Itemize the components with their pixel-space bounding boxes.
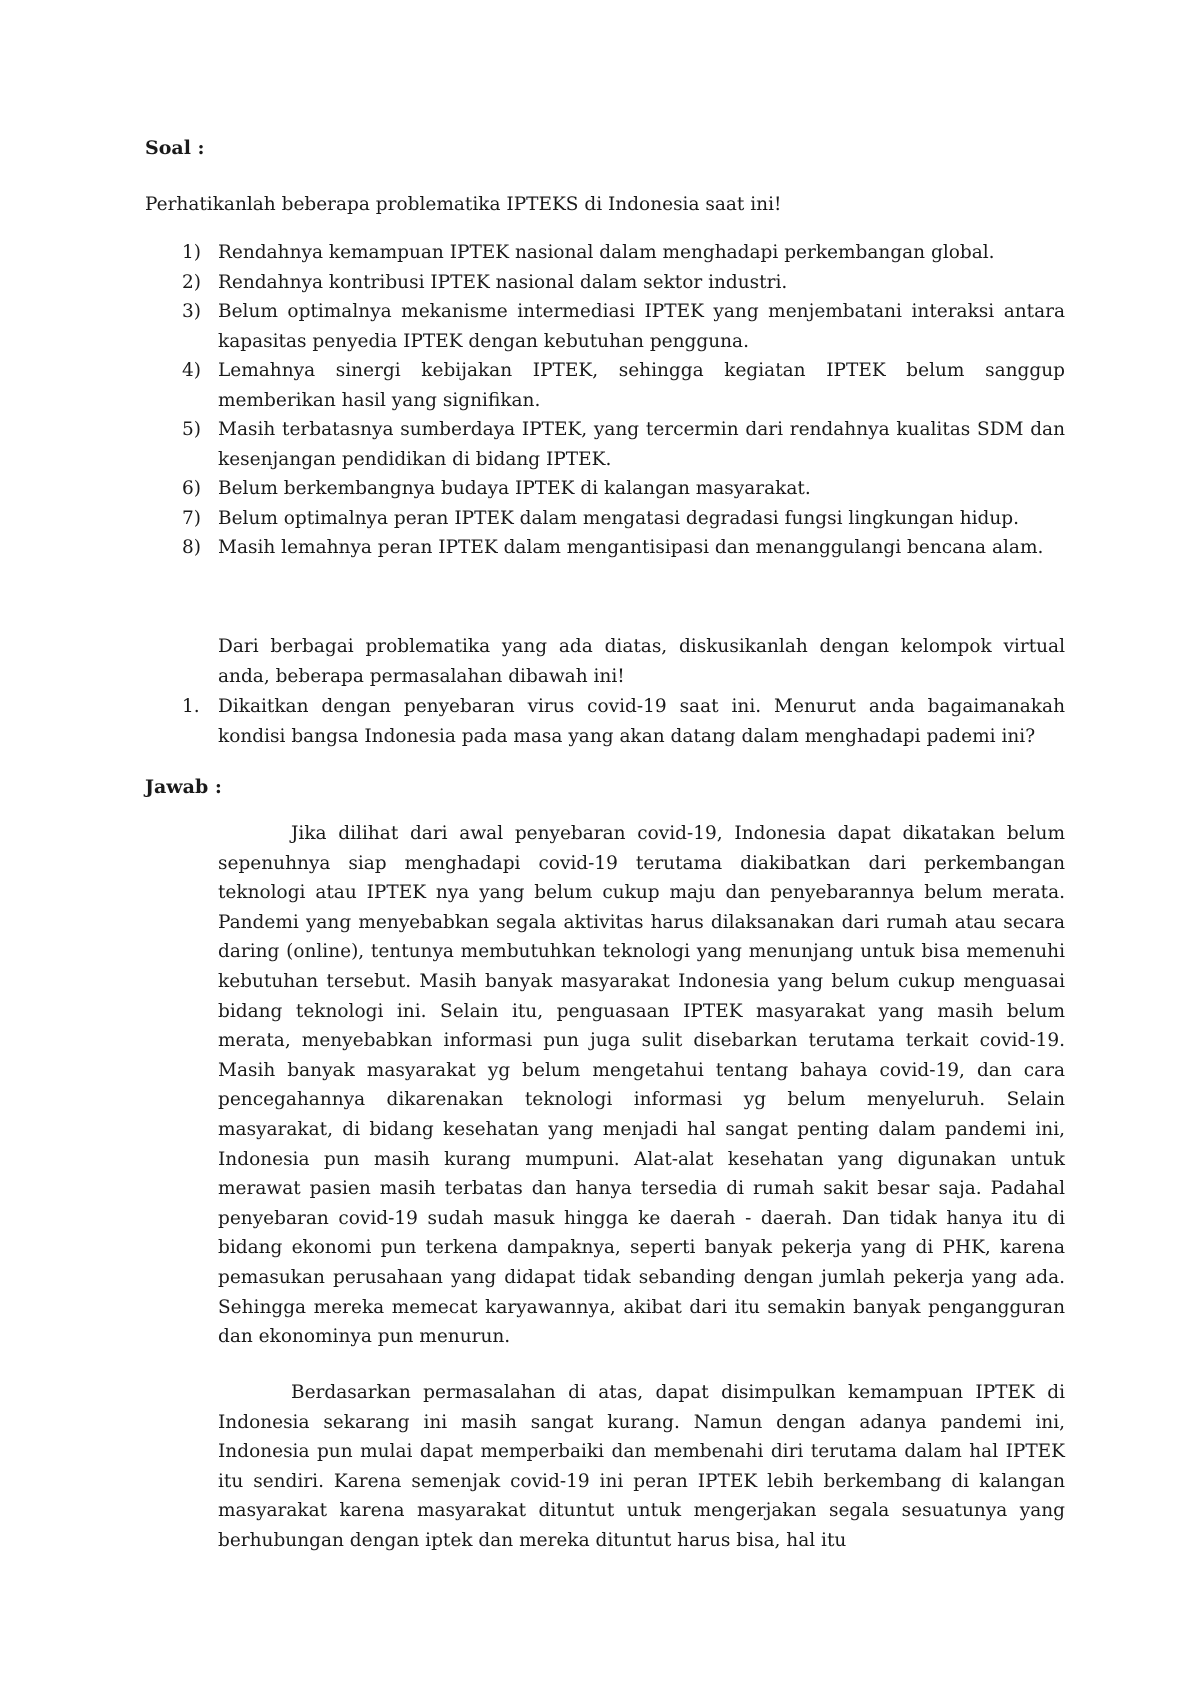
problem-item [145,297,1065,356]
problem-number: 1) [182,242,201,263]
problem-item [145,268,1065,298]
question-text: Dikaitkan dengan penyebaran virus covid-19 saat ini. Menurut anda bagaimanakah kondisi bangsa Indonesia pada masa yang akan datang dalam menghadapi pademi ini? [218,696,1065,747]
problem-text: Belum optimalnya peran IPTEK dalam mengatasi degradasi fungsi lingkungan hidup. [218,507,1020,529]
answer-paragraph: Berdasarkan permasalahan di atas, dapat disimpulkan kemampuan IPTEK di Indonesia sekarang ini masih sangat kurang. Namun dengan adanya pandemi ini, Indonesia pun mulai dapat memperbaiki dan membenahi diri terutama dalam hal IPTEK itu sendiri. Karena semenjak covid-19 ini peran IPTEK lebih berkembang di kalangan masyarakat karena masyarakat dituntut untuk mengerjakan segala sesuatunya yang berhubungan dengan iptek dan mereka dituntut harus bisa, hal itu [218,1382,1065,1551]
problem-list [145,238,1065,563]
problem-item [145,504,1065,534]
problem-number: 2) [182,271,201,293]
question-heading: Soal : [145,137,205,159]
problem-item [145,533,1065,563]
question-item [145,692,1065,751]
problem-text: Belum berkembangnya budaya IPTEK di kalangan masyarakat. [218,478,811,499]
question-list [145,692,1065,751]
problem-item [145,415,1065,474]
intro-text: Perhatikanlah beberapa problematika IPTEKS di Indonesia saat ini! [145,194,782,215]
problem-text: Rendahnya kontribusi IPTEK nasional dalam sektor industri. [218,271,788,293]
problem-text: Belum optimalnya mekanisme intermediasi IPTEK yang menjembatani interaksi antara kapasitas penyedia IPTEK dengan kebutuhan pengguna. [218,301,1065,352]
problem-item [145,474,1065,504]
problem-text: Masih terbatasnya sumberdaya IPTEK, yang tercermin dari rendahnya kualitas SDM dan kesenjangan pendidikan di bidang IPTEK. [218,419,1065,470]
problem-text: Rendahnya kemampuan IPTEK nasional dalam menghadapi perkembangan global. [218,242,995,263]
problem-item [145,356,1065,415]
discussion-intro: Dari berbagai problematika yang ada diatas, diskusikanlah dengan kelompok virtual anda, beberapa permasalahan dibawah ini! [218,636,1065,687]
problem-number: 6) [182,478,201,499]
problem-number: 4) [182,360,201,381]
problem-number: 7) [182,507,201,529]
problem-text: Masih lemahnya peran IPTEK dalam mengantisipasi dan menanggulangi bencana alam. [218,537,1044,558]
problem-text: Lemahnya sinergi kebijakan IPTEK, sehingga kegiatan IPTEK belum sanggup memberikan hasil yang signifikan. [218,360,1065,411]
answer-paragraph: Jika dilihat dari awal penyebaran covid-19, Indonesia dapat dikatakan belum sepenuhnya siap menghadapi covid-19 terutama diakibatkan dari perkembangan teknologi atau IPTEK nya yang belum cukup maju dan penyebarannya belum merata. Pandemi yang menyebabkan segala aktivitas harus dilaksanakan dari rumah atau secara daring (online), tentunya membutuhkan teknologi yang menunjang untuk bisa memenuhi kebutuhan tersebut. Masih banyak masyarakat Indonesia yang belum cukup menguasai bidang teknologi ini. Selain itu, penguasaan IPTEK masyarakat yang masih belum merata, menyebabkan informasi pun juga sulit disebarkan terutama terkait covid-19. Masih banyak masyarakat yg belum mengetahui tentang bahaya covid-19, dan cara pencegahannya dikarenakan teknologi informasi yg belum menyeluruh. Selain masyarakat, di bidang kesehatan yang menjadi hal sangat penting dalam pandemi ini, Indonesia pun masih kurang mumpuni. Alat-alat kesehatan yang digunakan untuk merawat pasien masih terbatas dan hanya tersedia di rumah sakit besar saja. Padahal penyebaran covid-19 sudah masuk hingga ke daerah - daerah. Dan tidak hanya itu di bidang ekonomi pun terkena dampaknya, seperti banyak pekerja yang di PHK, karena pemasukan perusahaan yang didapat tidak sebanding dengan jumlah pekerja yang ada. Sehingga mereka memecat karyawannya, akibat dari itu semakin banyak pengangguran dan ekonominya pun menurun. [218,823,1065,1348]
problem-number: 8) [182,537,201,558]
problem-number: 3) [182,301,201,322]
answer-heading: Jawab : [145,776,222,798]
question-number: 1. [182,696,200,717]
problem-number: 5) [182,419,201,440]
problem-item [145,238,1065,268]
